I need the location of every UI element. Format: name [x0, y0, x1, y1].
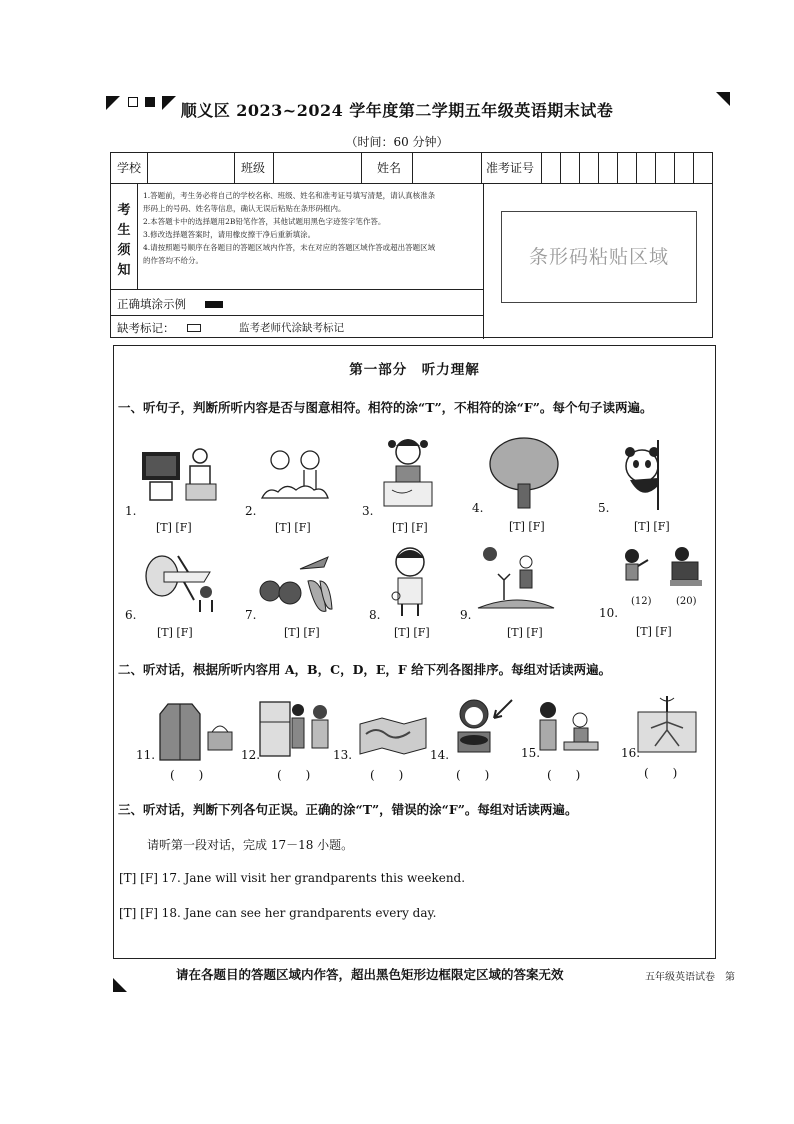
name-label: 姓名 [377, 161, 402, 175]
question-number: 6. [125, 608, 137, 622]
tf-choice[interactable]: [T] [F] [392, 521, 428, 534]
notice-line: 形码上的号码、姓名等信息，确认无误后粘贴在条形码框内。 [143, 204, 346, 213]
notice-char: 考 [117, 203, 131, 218]
student-info-box [110, 152, 713, 338]
notice-line: 1.答题前，考生务必将自己的学校名称、班级、姓名和准考证号填写清楚，请认真核准条 [143, 191, 436, 200]
tf-choice[interactable]: [T] [F] [636, 625, 672, 638]
question-number: 2. [245, 504, 257, 518]
boy-icon [386, 544, 436, 618]
question-number: 4. [472, 501, 484, 515]
tf-choice[interactable]: [T] [F] [509, 520, 545, 533]
tf-choice[interactable]: [T] [F] [394, 626, 430, 639]
roots-icon [636, 692, 698, 754]
fridge-people-icon [256, 696, 336, 760]
tf-choice[interactable]: [T] [F] [634, 520, 670, 533]
order-blank[interactable]: ( ) [456, 768, 490, 782]
planting-icon [474, 544, 558, 616]
notice-line: 2.本答题卡中的选择题用2B铅笔作答，其他试题用黑色字迹签字笔作答。 [143, 217, 386, 226]
order-blank[interactable]: ( ) [547, 768, 581, 782]
info-row [111, 153, 712, 184]
question-18[interactable]: [T] [F] 18. Jane can see her grandparents every day. [119, 906, 437, 920]
school-label: 学校 [117, 161, 142, 175]
order-blank[interactable]: ( ) [277, 768, 311, 782]
question-number: 14. [430, 748, 450, 762]
tf-choice[interactable]: [T] [F] [156, 521, 192, 534]
tf-choice[interactable]: [T] [F] [275, 521, 311, 534]
exam-id-field[interactable] [542, 153, 714, 183]
exam-duration: （时间：60 分钟） [345, 135, 449, 149]
violin-computer-icon [620, 544, 704, 594]
question-number: 15. [521, 746, 541, 760]
order-blank[interactable]: ( ) [644, 766, 678, 780]
footer-notice: 请在各题目的答题区域内作答，超出黑色矩形边框限定区域的答案无效 [176, 967, 564, 982]
map-icon [356, 714, 430, 758]
order-blank[interactable]: ( ) [170, 768, 204, 782]
question-number: 12. [241, 748, 261, 762]
panda-icon [614, 436, 674, 512]
coat-bag-icon [158, 698, 238, 762]
tv-man-icon [138, 444, 218, 508]
notice-text [143, 189, 483, 267]
name-field[interactable] [413, 153, 481, 183]
corner-mark-bottom-left [113, 978, 127, 992]
question-number: 3. [362, 504, 374, 518]
question-number: 8. [369, 608, 381, 622]
question-number: 16. [621, 746, 641, 760]
part-title: 第一部分 听力理解 [349, 362, 480, 378]
girls-cloud-icon [258, 446, 338, 510]
tf-choice[interactable]: [T] [F] [507, 626, 543, 639]
barcode-area[interactable]: 条形码粘贴区域 [501, 211, 697, 303]
girl-arrow-icon [448, 696, 520, 760]
section3-subinstruction: 请听第一段对话，完成 17－18 小题。 [147, 838, 354, 852]
question-number: 9. [460, 608, 472, 622]
tf-choice[interactable]: [T] [F] [157, 626, 193, 639]
exam-title: 顺义区 2023~2024 学年度第二学期五年级英语期末试卷 [180, 101, 614, 120]
question-number: 10. [599, 606, 619, 620]
school-field[interactable] [148, 153, 234, 183]
question-number: 11. [136, 748, 156, 762]
tree-icon [486, 434, 562, 510]
section2-instruction: 二、听对话，根据所听内容用 A，B，C，D，E，F 给下列各图排序。每组对话读两遍。 [118, 662, 612, 677]
absent-label: 缺考标记： [117, 321, 175, 335]
question-number: 1. [125, 504, 137, 518]
listening-section [113, 345, 716, 959]
vegetables-icon [258, 551, 338, 615]
notice-char: 须 [117, 243, 131, 258]
notice-heading [111, 183, 138, 289]
class-label: 班级 [241, 161, 266, 175]
notice-line: 的作答均不给分。 [143, 256, 203, 265]
question-number: 5. [598, 501, 610, 515]
plane-icon [144, 546, 218, 616]
class-field[interactable] [274, 153, 361, 183]
tf-choice[interactable]: [T] [F] [284, 626, 320, 639]
exam-id-label: 准考证号 [486, 161, 535, 175]
fill-example-label: 正确填涂示例 [117, 297, 186, 311]
question-17[interactable]: [T] [F] 17. Jane will visit her grandparents this weekend. [119, 871, 466, 885]
question-number: 13. [333, 748, 353, 762]
notice-line: 4.请按照题号顺序在各题目的答题区域内作答，未在对应的答题区域作答或超出答题区域 [143, 243, 436, 252]
order-blank[interactable]: ( ) [370, 768, 404, 782]
notice-line: 3.修改选择题答案时，请用橡皮擦干净后重新填涂。 [143, 230, 316, 239]
sublabel: (20) [676, 596, 697, 607]
proctor-label: 监考老师代涂缺考标记 [239, 322, 344, 334]
sublabel: (12) [631, 596, 652, 607]
section3-instruction: 三、听对话，判断下列各句正误。正确的涂“T”，错误的涂“F”。每组对话读两遍。 [118, 802, 578, 817]
page-label: 五年级英语试卷 第 [645, 972, 735, 983]
absent-checkbox[interactable] [187, 324, 201, 332]
notice-char: 生 [117, 223, 131, 238]
teacher-student-icon [534, 698, 606, 762]
question-number: 7. [245, 608, 257, 622]
section1-instruction: 一、听句子，判断所听内容是否与图意相符。相符的涂“T”，不相符的涂“F”。每个句子读两遍。 [118, 400, 653, 415]
fill-example-mark [205, 301, 223, 308]
girl-drawing-icon [378, 434, 438, 510]
notice-char: 知 [117, 263, 131, 278]
